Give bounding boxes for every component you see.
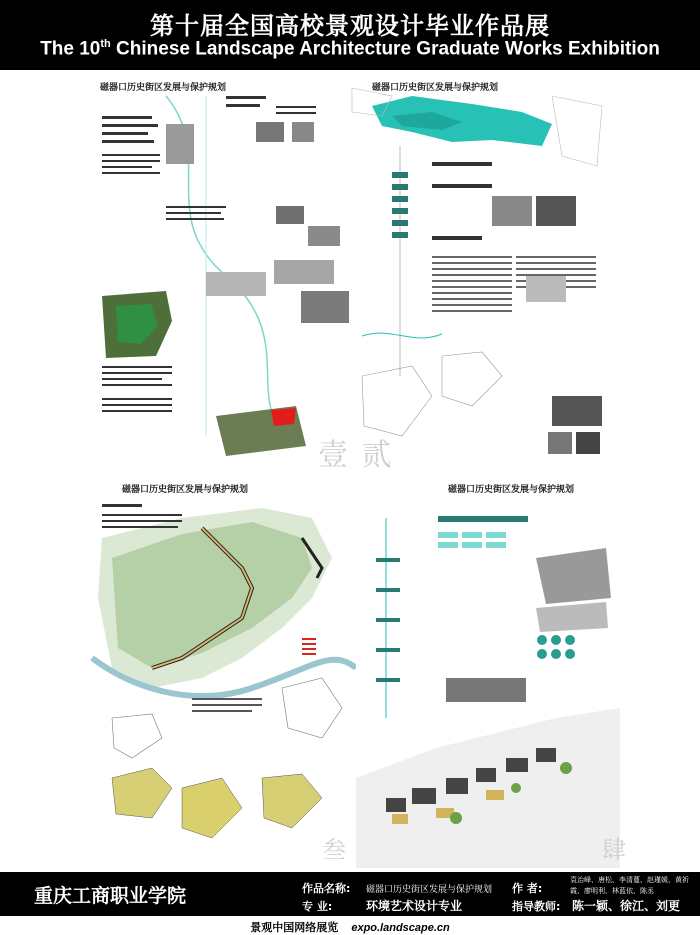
footer-bar (0, 872, 700, 916)
major-value: 环境艺术设计专业 (366, 899, 463, 913)
board-3-title: 磁器口历史街区发展与保护规划 (122, 485, 249, 495)
work-name-label: 作品名称: (302, 882, 351, 895)
board-number-3: 叁 (322, 836, 348, 864)
site-url[interactable]: expo.landscape.cn (351, 922, 450, 934)
site-name: 景观中国网络展览 (250, 921, 339, 934)
exhibition-header (0, 0, 700, 70)
exhibition-title-cn: 第十届全国高校景观设计毕业作品展 (150, 12, 550, 40)
poster-board-3 (92, 478, 356, 868)
board-1-graphics (96, 76, 352, 460)
exhibition-title-en: The 10th Chinese Landscape Architecture Graduate Works Exhibition (40, 38, 660, 60)
major-label: 专 业: (302, 900, 333, 913)
board-2-graphics (352, 76, 608, 460)
author-label: 作 者: (512, 882, 543, 895)
work-name-value: 磁器口历史街区发展与保护规划 (366, 885, 493, 895)
bottom-credit (0, 916, 700, 933)
author-value: 袁治峰、唐松、李清蔓、赵瑾媛、黄祈霞、廖明利、林蓝依、陈丞 (570, 876, 689, 895)
board-1-title: 磁器口历史街区发展与保护规划 (100, 83, 227, 93)
advisor-value: 陈一颖、徐江、刘更 (572, 899, 681, 913)
board-number-4: 肆 (602, 836, 628, 864)
board-3-graphics (92, 478, 356, 868)
poster-board-4 (322, 478, 628, 868)
advisor-label: 指导教师: (512, 900, 561, 913)
board-2-title: 磁器口历史街区发展与保护规划 (372, 83, 499, 93)
poster-board-2 (318, 76, 608, 473)
board-4-title: 磁器口历史街区发展与保护规划 (448, 485, 575, 495)
board-4-graphics (356, 478, 620, 868)
poster-board-1 (96, 76, 352, 460)
board-number-1-2: 壹 贰 (318, 438, 394, 473)
school-name: 重庆工商职业学院 (34, 885, 187, 907)
